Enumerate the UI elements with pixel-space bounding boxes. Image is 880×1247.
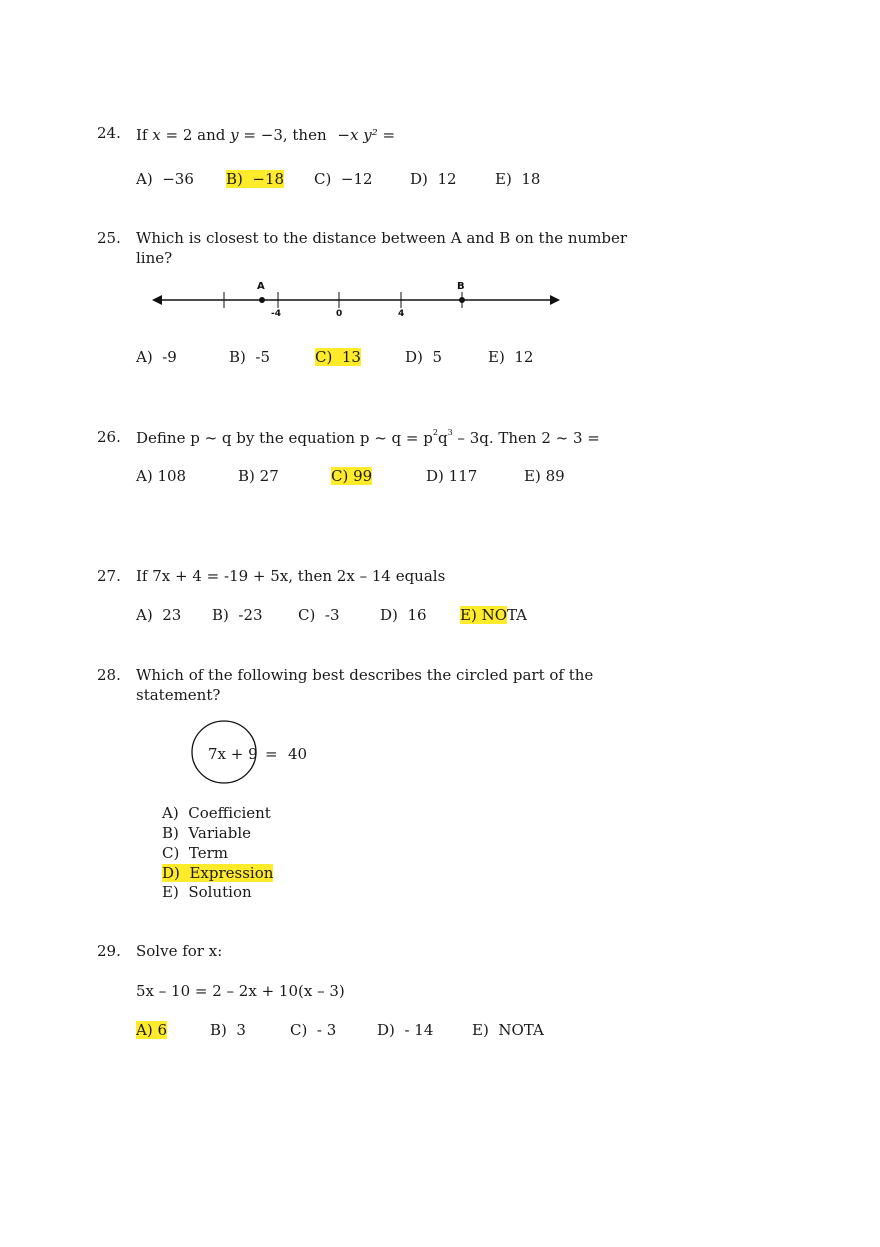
option-c[interactable]: C) Term [162,844,229,862]
option-c[interactable]: C) −12 [314,170,373,188]
option-d[interactable]: D) 5 [405,348,442,366]
option-e[interactable]: E) NOTA [460,606,528,624]
circled-expression: 7x + 9 [208,745,258,763]
question-prompt-line1: Which is closest to the distance between A and B on the number [136,229,628,247]
option-e[interactable]: E) 12 [488,348,534,366]
number-line [150,278,565,320]
option-a[interactable]: A) Coefficient [162,804,271,822]
left-arrow-icon [152,295,162,305]
option-e[interactable]: E) 89 [524,467,565,485]
option-d[interactable]: D) 16 [380,606,427,624]
tick-label: 0 [336,309,343,319]
option-a[interactable]: A) 23 [136,606,182,624]
question-prompt: If x = 2 and y = −3, then −x y² = [136,126,396,144]
question-number: 29. [97,942,121,960]
question-number: 25. [97,229,121,247]
right-arrow-icon [550,295,560,305]
point-b-dot [459,297,465,303]
option-e[interactable]: E) 18 [495,170,541,188]
option-c[interactable]: C) 13 [315,348,361,366]
option-a[interactable]: A) -9 [136,348,177,366]
point-b-label: B [457,281,465,292]
option-b[interactable]: B) -5 [229,348,271,366]
option-b[interactable]: B) −18 [226,170,285,188]
option-b[interactable]: B) -23 [212,606,263,624]
point-a-label: A [257,281,265,292]
option-b[interactable]: B) Variable [162,824,252,842]
option-e[interactable]: E) NOTA [472,1021,544,1039]
option-e[interactable]: E) Solution [162,883,252,901]
point-a-dot [259,297,265,303]
question-number: 28. [97,666,121,684]
option-a[interactable]: A) 6 [136,1021,168,1039]
option-c[interactable]: C) -3 [298,606,340,624]
option-d[interactable]: D) Expression [162,864,274,882]
option-d[interactable]: D) 117 [426,467,478,485]
equation-rhs: 40 [288,745,308,763]
question-prompt: Define p ~ q by the equation p ~ $q = p^2q^3 - 3q$. Then 2 ~ 3 = [136,428,600,447]
equation-equals: = [265,745,278,763]
question-prompt-line2: statement? [136,686,221,704]
tick-label: -4 [271,309,281,319]
tick-label: 4 [398,309,405,319]
question-prompt: If 7x + 4 = -19 + 5x, then 2x – 14 equals [136,567,446,585]
option-a[interactable]: A) 108 [136,467,187,485]
option-c[interactable]: C) 99 [331,467,373,485]
option-b[interactable]: B) 27 [238,467,279,485]
option-a[interactable]: A) −36 [136,170,194,188]
option-d[interactable]: D) - 14 [377,1021,434,1039]
question-prompt: Solve for x: [136,942,223,960]
question-prompt-line2: line? [136,249,173,267]
option-b[interactable]: B) 3 [210,1021,246,1039]
option-c[interactable]: C) - 3 [290,1021,337,1039]
question-equation: 5x – 10 = 2 – 2x + 10(x – 3) [136,982,345,1000]
question-prompt-line1: Which of the following best describes the circled part of the [136,666,594,684]
option-d[interactable]: D) 12 [410,170,457,188]
question-number: 27. [97,567,121,585]
question-number: 24. [97,124,121,142]
question-number: 26. [97,428,121,446]
